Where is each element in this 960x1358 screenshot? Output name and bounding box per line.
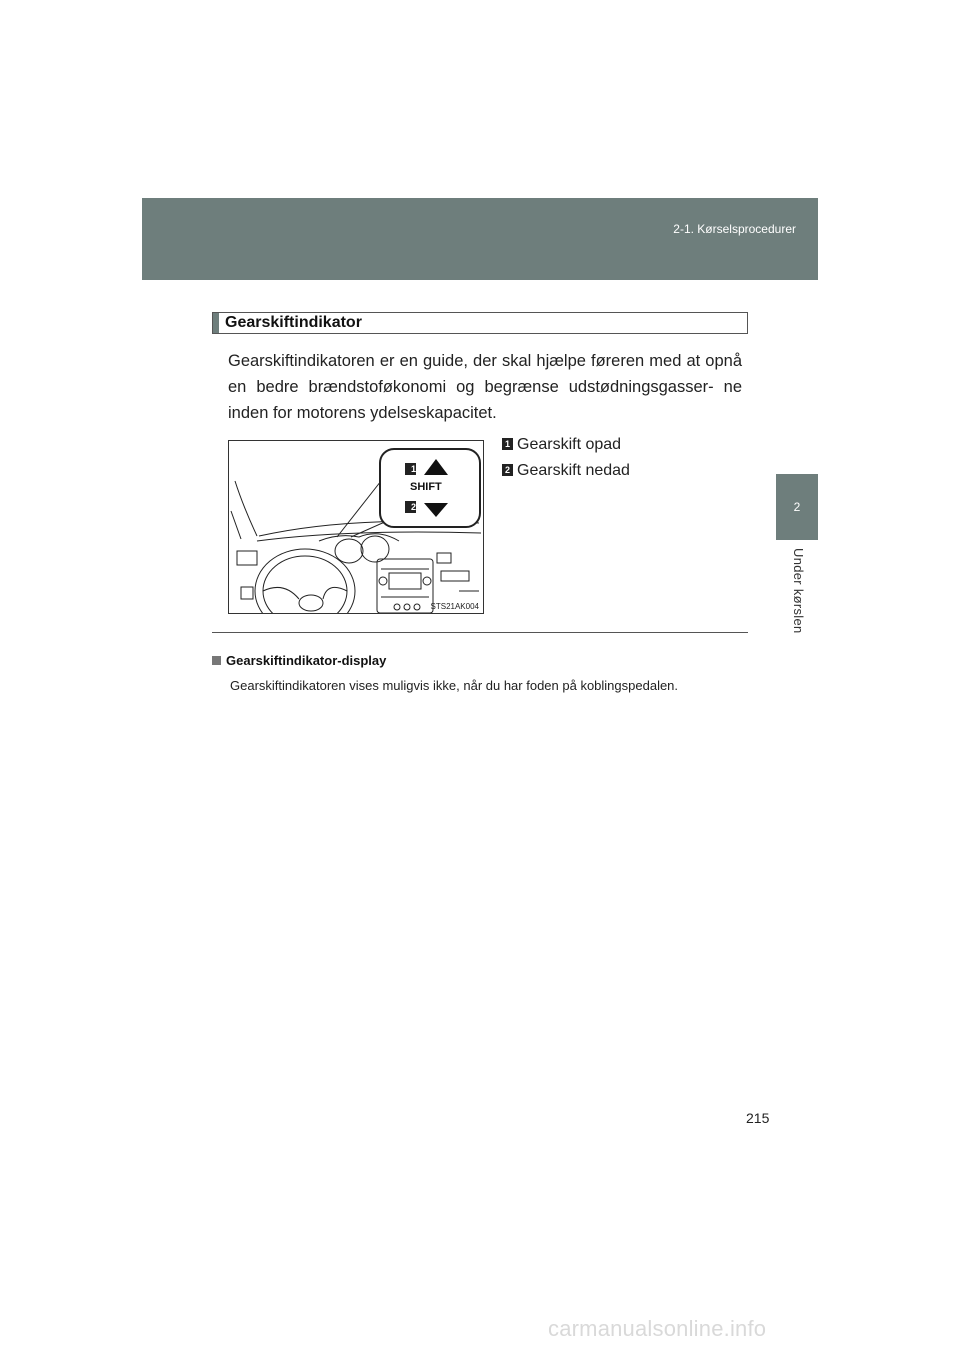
- note-heading-text: Gearskiftindikator-display: [226, 653, 387, 668]
- legend-label: Gearskift opad: [517, 436, 622, 453]
- figure-marker-2: 2: [410, 502, 416, 512]
- note-body: Gearskiftindikatoren vises muligvis ikke, når du har foden på koblingspedalen.: [230, 678, 679, 693]
- section-heading: 2-1. Kørselsprocedurer: [673, 222, 796, 236]
- legend-number-badge: 2: [502, 464, 513, 476]
- chapter-title: Under kørslen: [791, 548, 806, 634]
- header-band: [142, 198, 818, 280]
- shift-indicator-label: SHIFT: [410, 481, 442, 493]
- chapter-number: 2: [793, 500, 801, 514]
- legend-number-badge: 1: [502, 438, 513, 450]
- square-bullet-icon: [212, 656, 221, 665]
- section-title-bar: [212, 312, 748, 334]
- legend-item-upshift: [502, 436, 630, 462]
- figure-marker-1: 1: [410, 464, 416, 474]
- chapter-tab: [776, 474, 818, 540]
- page-number: 215: [746, 1110, 770, 1126]
- watermark: carmanualsonline.info: [548, 1316, 767, 1341]
- legend-label: Gearskift nedad: [517, 462, 630, 479]
- intro-paragraph: Gearskiftindikatoren er en guide, der skal hjælpe føreren med at opnå en bedre brændstoføkonomi og begrænse udstødningsgasser- ne inden for motorens ydelseskapacitet.: [228, 352, 742, 422]
- title-accent: [213, 313, 219, 333]
- section-title: Gearskiftindikator: [225, 314, 362, 331]
- dashboard-illustration: [228, 440, 484, 614]
- section-divider: [212, 632, 748, 633]
- dashboard-drawing: [229, 441, 484, 614]
- figure-code: STS21AK004: [430, 602, 479, 611]
- note-heading: [212, 653, 386, 668]
- figure-legend: [502, 436, 630, 488]
- legend-item-downshift: [502, 462, 630, 488]
